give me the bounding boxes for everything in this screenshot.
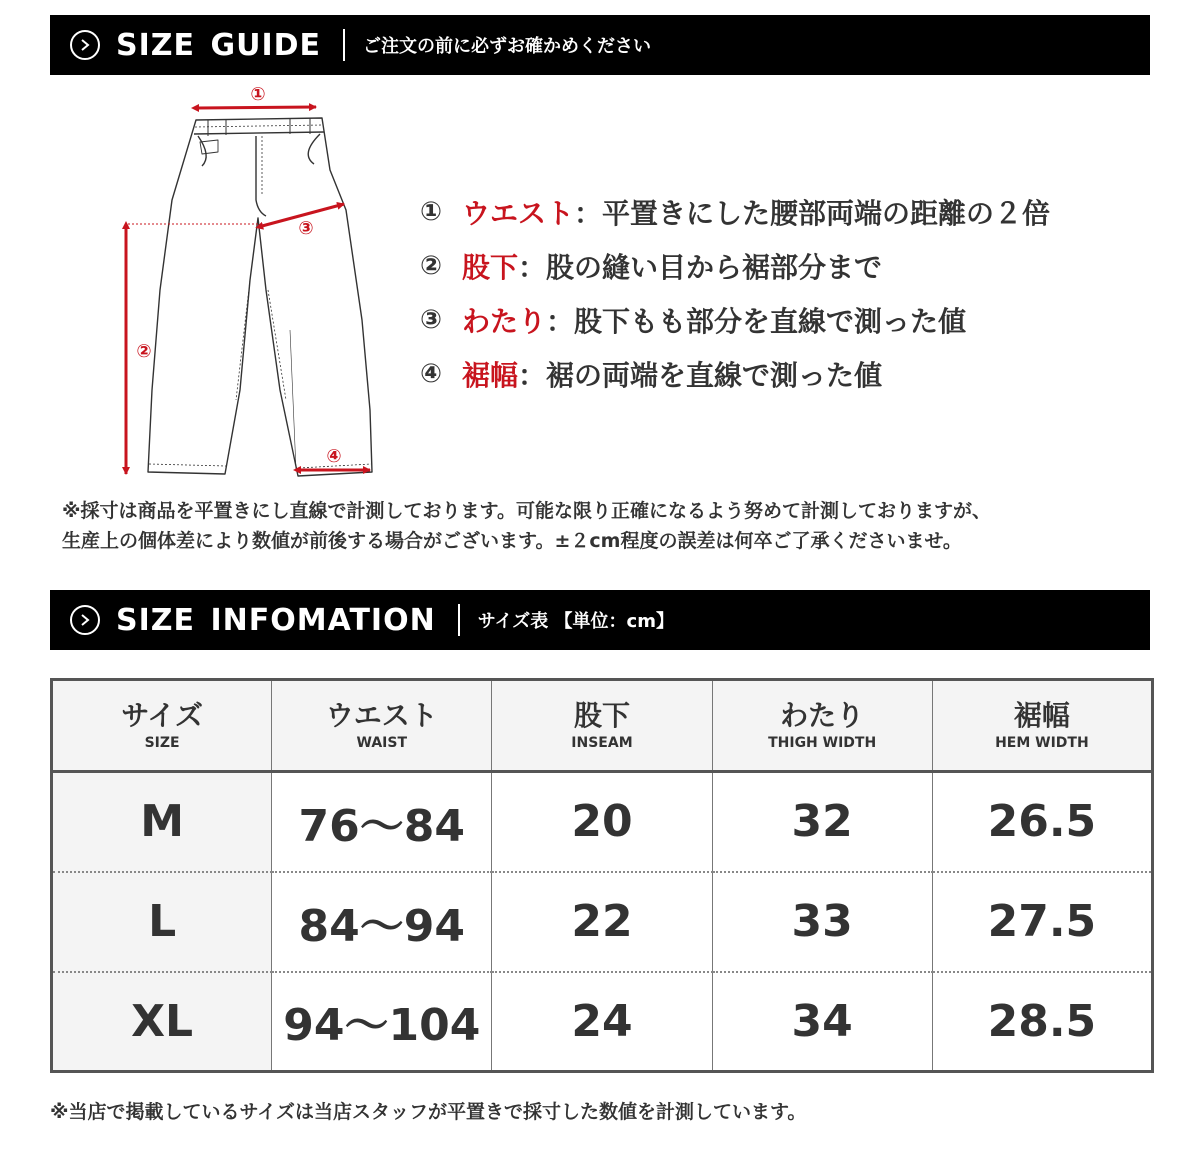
size-guide-title: SIZE GUIDE	[116, 27, 322, 63]
legend-number: ①	[420, 197, 443, 227]
legend-item	[420, 293, 1050, 347]
measurement-note	[62, 496, 991, 556]
footnote: ※当店で掲載しているサイズは当店スタッフが平置きで採寸した数値を計測しています。	[50, 1101, 807, 1123]
legend-term: わたり	[462, 305, 547, 338]
legend-number: ②	[420, 251, 443, 281]
legend-description: ：裾の両端を直線で測った値	[518, 359, 883, 392]
legend-term: ウエスト	[462, 197, 575, 230]
header-size	[52, 680, 272, 772]
note-line: ※採寸は商品を平置きにし直線で計測しております。可能な限り正確になるよう努めて計測しておりますが、	[62, 500, 991, 522]
legend-item	[420, 347, 1050, 401]
table-row	[52, 972, 1153, 1072]
legend-item	[420, 185, 1050, 239]
header-en: THIGH WIDTH	[768, 735, 877, 751]
marker-3: ③	[298, 218, 314, 239]
header-divider	[458, 604, 460, 636]
cell-size: M	[52, 772, 272, 872]
header-jp: わたり	[780, 699, 865, 732]
table-row	[52, 872, 1153, 972]
size-guide-subtitle: ご注文の前に必ずお確かめください	[363, 36, 652, 57]
cell-size: XL	[52, 972, 272, 1072]
cell-waist: 84〜94	[272, 872, 492, 972]
header-inseam	[492, 680, 712, 772]
cell-inseam: 20	[492, 772, 712, 872]
header-en: WAIST	[356, 735, 408, 751]
cell-hem: 28.5	[932, 972, 1152, 1072]
legend-term: 裾幅	[462, 359, 519, 392]
pants-measurement-diagram	[100, 70, 400, 490]
chevron-right-circle-icon	[70, 605, 100, 635]
header-jp: 裾幅	[1013, 699, 1070, 732]
size-table	[50, 678, 1154, 1073]
legend-number: ④	[420, 359, 443, 389]
cell-waist: 94〜104	[272, 972, 492, 1072]
legend-description: ：股の縫い目から裾部分まで	[518, 251, 883, 284]
marker-1: ①	[250, 84, 266, 105]
header-waist	[272, 680, 492, 772]
marker-2: ②	[136, 341, 152, 362]
cell-waist: 76〜84	[272, 772, 492, 872]
cell-hem: 26.5	[987, 796, 1097, 848]
cell-thigh: 33	[712, 872, 932, 972]
size-info-title: SIZE INFOMATION	[116, 602, 436, 638]
marker-4: ④	[326, 446, 342, 467]
waist-arrow	[198, 107, 316, 108]
cell-thigh: 34	[712, 972, 932, 1072]
header-en: HEM WIDTH	[995, 735, 1089, 751]
cell-hem: 27.5	[932, 872, 1152, 972]
header-jp: ウエスト	[325, 699, 438, 732]
legend-description: ：股下もも部分を直線で測った値	[546, 305, 967, 338]
cell-inseam: 24	[492, 972, 712, 1072]
measurement-legend	[420, 185, 1050, 401]
table-row	[52, 772, 1153, 872]
size-info-header	[50, 590, 1150, 650]
header-jp: サイズ	[121, 699, 203, 732]
legend-number: ③	[420, 305, 443, 335]
cell-thigh: 32	[712, 772, 932, 872]
header-thigh	[712, 680, 932, 772]
legend-item	[420, 239, 1050, 293]
legend-term: 股下	[462, 251, 519, 284]
header-hem	[932, 680, 1152, 772]
header-jp: 股下	[573, 699, 630, 732]
legend-description: ：平置きにした腰部両端の距離の２倍	[574, 197, 1051, 230]
size-guide-header	[50, 15, 1150, 75]
note-line: 生産上の個体差により数値が前後する場合がございます。±２cm程度の誤差は何卒ご了承くださいませ。	[62, 530, 962, 552]
cell-inseam: 22	[492, 872, 712, 972]
header-en: SIZE	[144, 735, 180, 751]
chevron-right-circle-icon	[70, 30, 100, 60]
header-divider	[343, 29, 345, 61]
header-en: INSEAM	[571, 735, 633, 751]
table-header-row	[52, 680, 1153, 772]
size-info-subtitle: サイズ表 【単位：cm】	[477, 611, 674, 632]
cell-size: L	[52, 872, 272, 972]
